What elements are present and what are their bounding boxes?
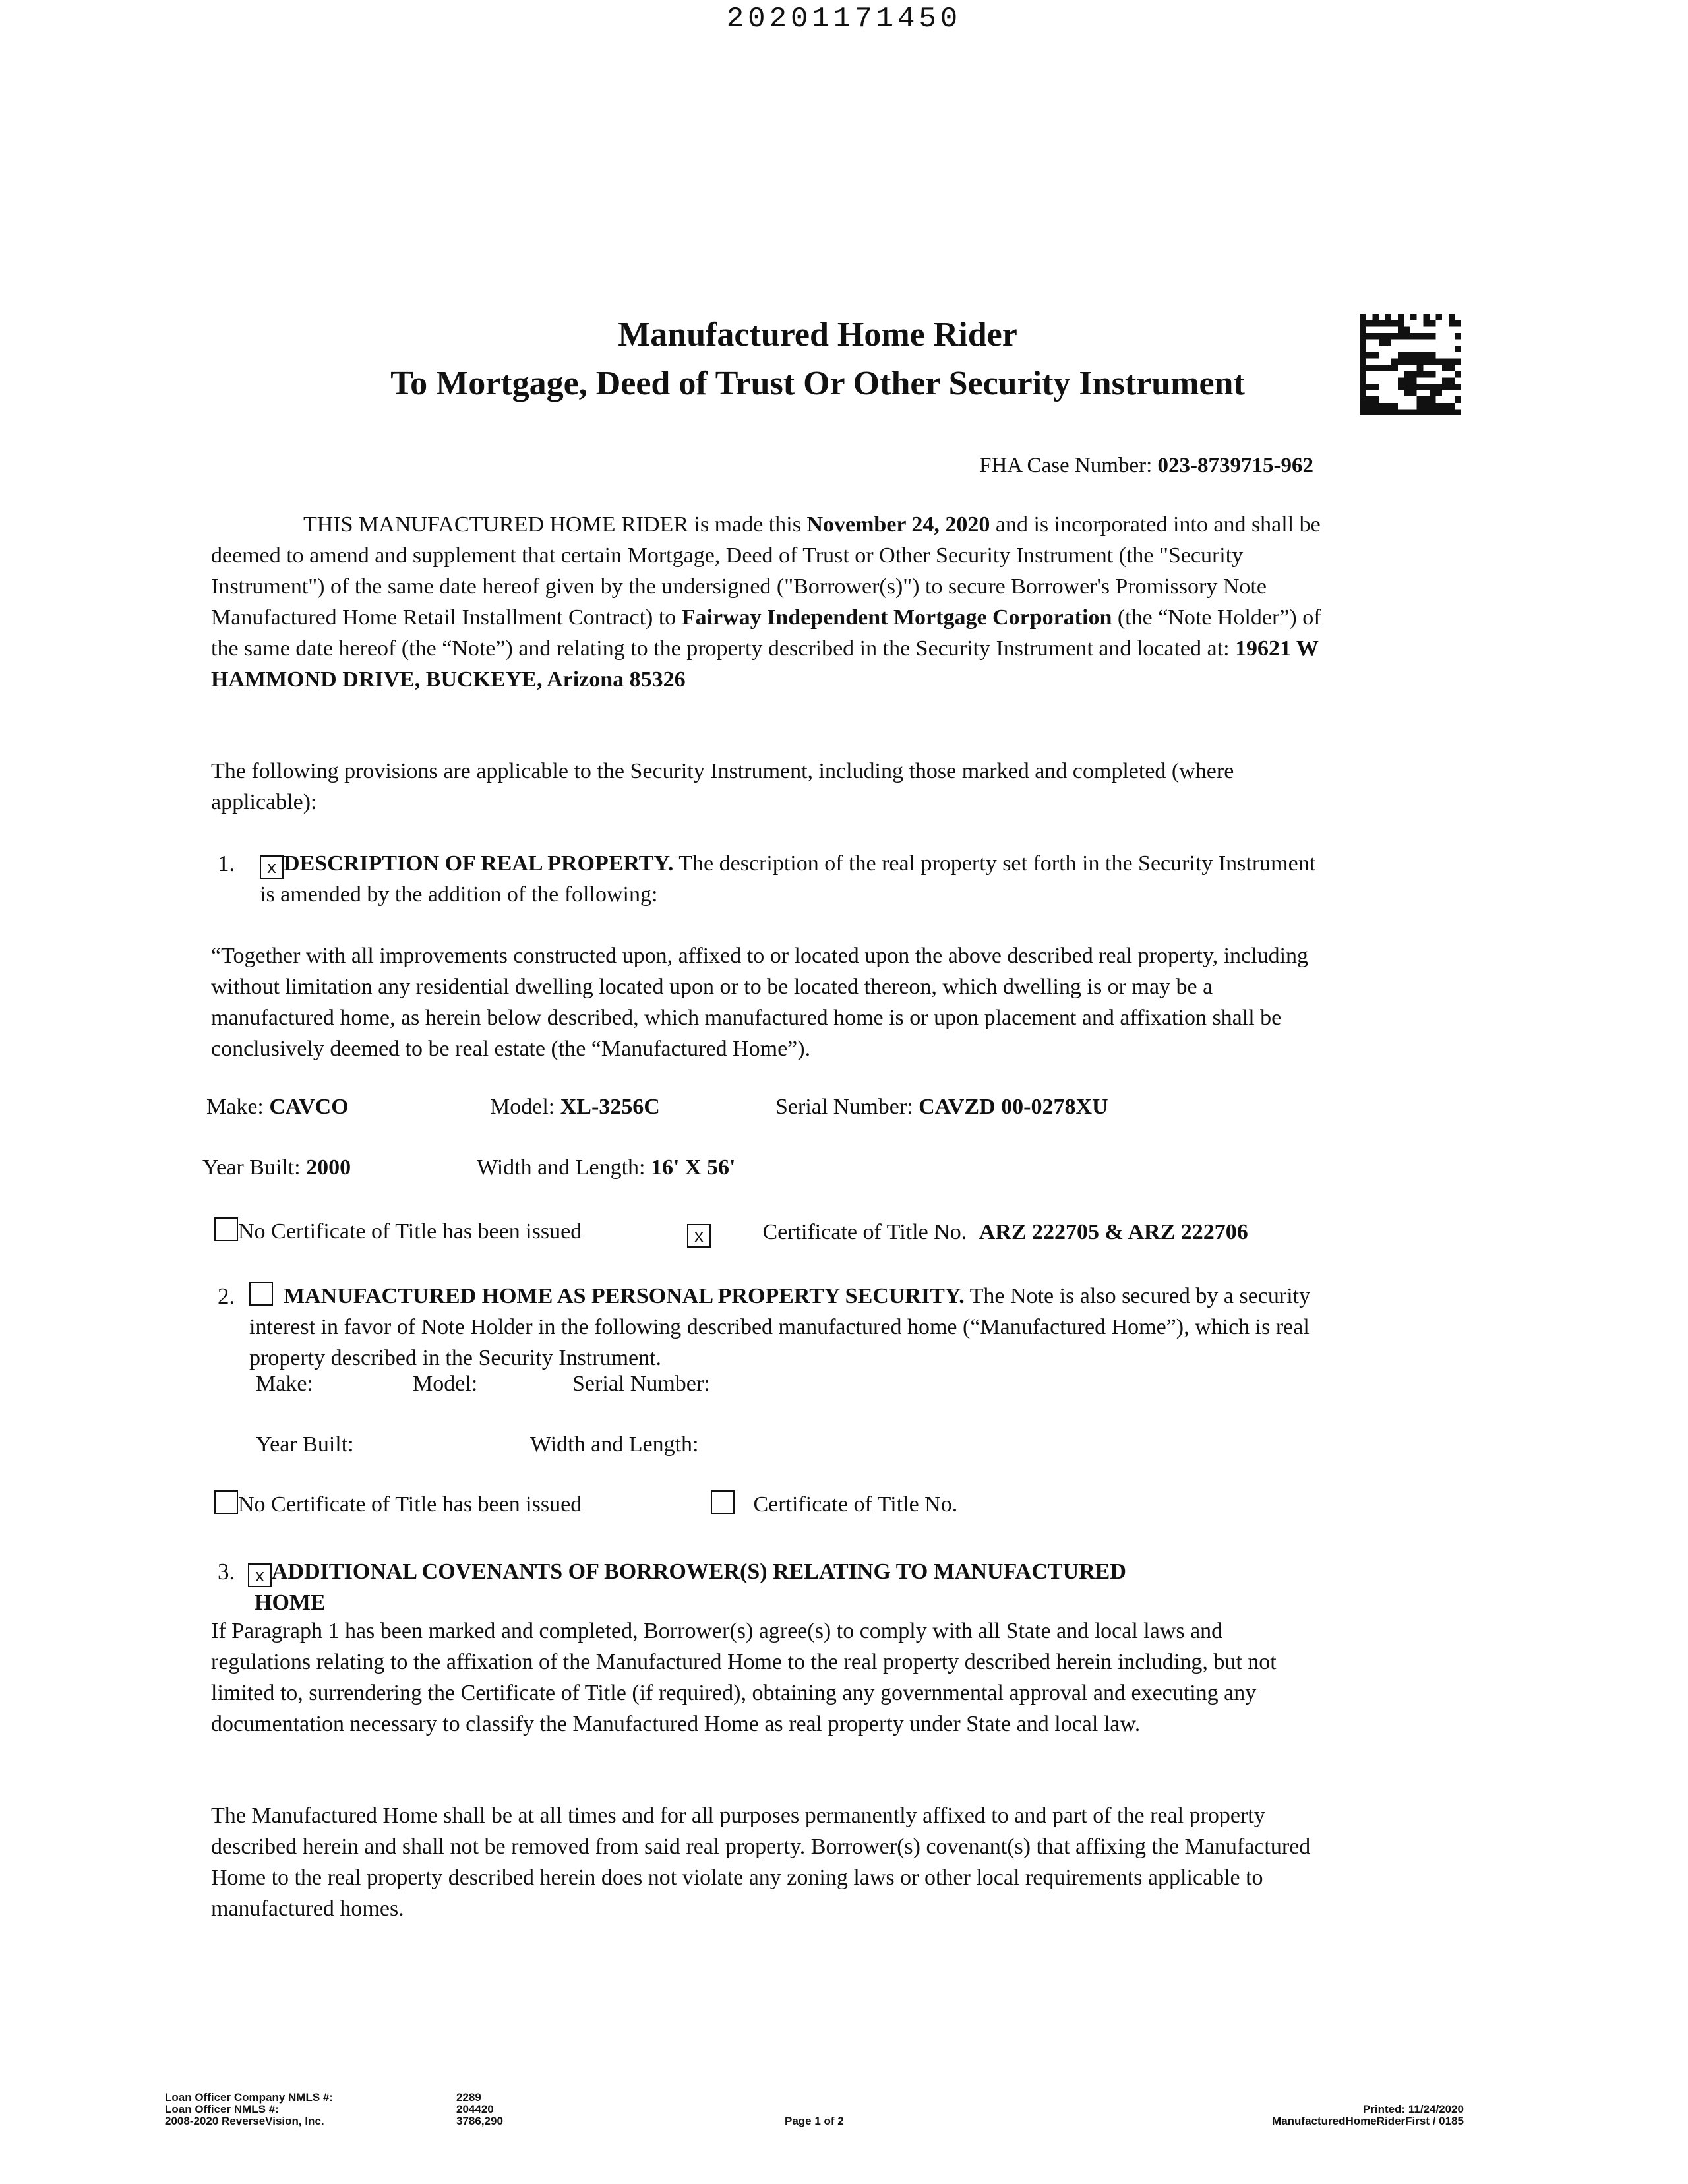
barcode-module — [1360, 377, 1366, 384]
lender-name: Fairway Independent Mortgage Corporation — [681, 605, 1112, 630]
barcode-module — [1430, 390, 1436, 397]
barcode-module — [1366, 403, 1373, 410]
barcode-module — [1417, 396, 1424, 403]
barcode-module — [1379, 340, 1385, 346]
s2-no-certificate-label: No Certificate of Title has been issued — [238, 1492, 582, 1517]
width-length-label: Width and Length: — [477, 1155, 646, 1180]
barcode-module — [1398, 352, 1404, 359]
barcode-module — [1417, 371, 1424, 378]
barcode-module — [1360, 390, 1366, 397]
barcode-module — [1430, 333, 1436, 340]
barcode-module — [1398, 409, 1404, 415]
barcode-module — [1430, 371, 1436, 378]
barcode-module — [1417, 352, 1424, 359]
property-address: 19621 W HAMMOND DRIVE, BUCKEYE, Arizona 85326 — [211, 636, 1319, 692]
barcode-module — [1449, 377, 1455, 384]
section-1 — [218, 848, 1332, 910]
form-id: ManufacturedHomeRiderFirst / 0185 — [1272, 2115, 1464, 2127]
barcode-module — [1455, 384, 1461, 390]
barcode-module — [1449, 409, 1455, 415]
barcode-module — [1423, 333, 1430, 340]
barcode-module — [1372, 384, 1379, 390]
s2-certificate-option — [711, 1490, 957, 1517]
section-3-heading-2: HOME — [255, 1591, 326, 1615]
barcode-module — [1366, 352, 1373, 359]
barcode-module — [1360, 409, 1366, 415]
year-built-field — [202, 1155, 351, 1180]
model-value: XL-3256C — [560, 1095, 660, 1119]
section-1-quote: “Together with all improvements constructed upon, affixed to or located upon the above described real property, including without limitation any residential dwelling located upon or to be located thereon, which dwelling is or may be a manufactured home, as herein below described, which manufactured home is or upon placement and affixation shall be conclusively deemed to be real estate (the “Manufactured Home”). — [211, 944, 1309, 1061]
barcode-module — [1449, 314, 1455, 320]
barcode-module — [1360, 384, 1366, 390]
barcode-module — [1442, 365, 1449, 371]
officer-nmls-label: Loan Officer NMLS #: — [165, 2103, 279, 2115]
barcode-module — [1366, 365, 1373, 371]
no-certificate-checkbox[interactable] — [214, 1217, 238, 1241]
section-3 — [218, 1556, 1339, 1618]
s2-no-certificate-checkbox[interactable] — [214, 1490, 238, 1514]
barcode-module — [1391, 320, 1398, 327]
barcode-module — [1379, 320, 1385, 327]
company-nmls-label: Loan Officer Company NMLS #: — [165, 2091, 334, 2104]
barcode-module — [1366, 409, 1373, 415]
barcode-module — [1372, 333, 1379, 340]
barcode-module — [1410, 314, 1417, 320]
barcode-module — [1391, 403, 1398, 410]
barcode-module — [1410, 384, 1417, 390]
serial-value: CAVZD 00-0278XU — [919, 1095, 1108, 1119]
make-field — [206, 1095, 349, 1120]
barcode-module — [1360, 314, 1366, 320]
barcode-module — [1404, 409, 1410, 415]
section-2-heading: MANUFACTURED HOME AS PERSONAL PROPERTY SECURITY. — [284, 1284, 965, 1308]
barcode-module — [1404, 333, 1410, 340]
barcode-module — [1404, 371, 1410, 378]
certificate-label: Certificate of Title No. — [762, 1220, 967, 1244]
barcode-module — [1455, 333, 1461, 340]
section-3-paragraph-2: The Manufactured Home shall be at all times and for all purposes permanently affixed to and part of the real property described herein and shall not be removed from said real property. Borrower(s) covenant(s) that affixing the Manufactured Home to the real property described herein does not violate any zoning laws or other local requirements applicable to manufactured homes. — [211, 1804, 1311, 1921]
barcode-module — [1442, 377, 1449, 384]
barcode-module — [1449, 320, 1455, 327]
s2-no-certificate-option — [214, 1490, 582, 1517]
intro-text-2: and is incorporated into and shall be deemed to amend and supplement that certain Mortgage, Deed of Trust or Other Security Instrument (the "Security Instrument") of the same date hereof given by the undersigned ("Borrower(s)") to secure Borrower's Promissory Note Manufactured Home Retail Installment Contract) to — [211, 512, 1321, 630]
barcode-module — [1385, 320, 1392, 327]
barcode-module — [1410, 333, 1417, 340]
provisions-text: The following provisions are applicable to the Security Instrument, including those marked and completed (where applicable): — [211, 759, 1234, 814]
serial-field — [775, 1095, 1108, 1120]
barcode-module — [1442, 384, 1449, 390]
section-3-paragraph-1: If Paragraph 1 has been marked and completed, Borrower(s) agree(s) to comply with all State and local laws and regulations relating to the affixation of the Manufactured Home to the real property described herein including, but not limited to, surrendering the Certificate of Title (if required), obtaining any governmental approval and executing any documentation necessary to classify the Manufactured Home as real property under State and local law. — [211, 1619, 1277, 1736]
section-1-checkbox[interactable]: x — [260, 855, 284, 879]
barcode-module — [1423, 371, 1430, 378]
printed-date: Printed: 11/24/2020 — [1362, 2103, 1464, 2115]
barcode-module — [1360, 346, 1366, 352]
barcode-module — [1417, 365, 1424, 371]
barcode-module — [1360, 340, 1366, 346]
barcode-module — [1360, 371, 1366, 378]
barcode-module — [1417, 403, 1424, 410]
s2-make-label: Make: — [256, 1372, 313, 1396]
barcode-module — [1360, 352, 1366, 359]
barcode-module — [1455, 409, 1461, 415]
model-label: Model: — [490, 1095, 555, 1119]
barcode-module — [1449, 403, 1455, 410]
footer-code: 3786,290 — [456, 2115, 503, 2127]
barcode-module — [1430, 320, 1436, 327]
no-certificate-label: No Certificate of Title has been issued — [238, 1219, 582, 1244]
barcode-module — [1379, 365, 1385, 371]
company-nmls-value: 2289 — [456, 2091, 481, 2104]
barcode-module — [1360, 320, 1366, 327]
barcode-module — [1372, 403, 1379, 410]
make-value: CAVCO — [269, 1095, 349, 1119]
barcode-module — [1455, 396, 1461, 403]
barcode-module — [1423, 352, 1430, 359]
barcode-module — [1442, 358, 1449, 365]
serial-label: Serial Number: — [775, 1095, 913, 1119]
page-number: Page 1 of 2 — [785, 2115, 844, 2127]
barcode-module — [1360, 396, 1366, 403]
barcode-module — [1360, 358, 1366, 365]
barcode-module — [1372, 365, 1379, 371]
rider-date: November 24, 2020 — [806, 512, 990, 537]
barcode-module — [1391, 409, 1398, 415]
barcode-module — [1410, 409, 1417, 415]
barcode-module — [1385, 403, 1392, 410]
barcode-module — [1455, 371, 1461, 378]
document-number: 20201171450 — [726, 3, 962, 36]
section-2-number: 2. — [218, 1283, 235, 1309]
footer-right — [1272, 2104, 1464, 2127]
barcode-module — [1398, 320, 1404, 327]
barcode-module — [1404, 377, 1410, 384]
barcode-module — [1379, 333, 1385, 340]
barcode-module — [1423, 409, 1430, 415]
section-1-number: 1. — [218, 851, 235, 876]
s2-serial-label: Serial Number: — [572, 1372, 710, 1396]
barcode-module — [1455, 320, 1461, 327]
barcode-module — [1430, 384, 1436, 390]
certificate-checkbox[interactable]: x — [687, 1224, 711, 1248]
s2-certificate-label: Certificate of Title No. — [753, 1492, 958, 1517]
barcode-module — [1391, 358, 1398, 365]
barcode-module — [1398, 358, 1404, 365]
title-line-1: Manufactured Home Rider — [618, 316, 1017, 353]
barcode-module — [1436, 314, 1443, 320]
section-1-text: The description of the real property set forth in the Security Instrument is amended by the addition of the following: — [260, 851, 1316, 907]
make-label: Make: — [206, 1095, 264, 1119]
barcode-module — [1430, 396, 1436, 403]
barcode-module — [1379, 409, 1385, 415]
barcode-module — [1372, 320, 1379, 327]
barcode-module — [1423, 396, 1430, 403]
section-2-text: The Note is also secured by a security interest in favor of Note Holder in the following described manufactured home (“Manufactured Home”), which is real property described in the Security Instrument. — [249, 1284, 1311, 1370]
barcode-module — [1404, 326, 1410, 333]
barcode-module — [1417, 358, 1424, 365]
barcode-module — [1360, 365, 1366, 371]
barcode-module — [1436, 384, 1443, 390]
fha-label: FHA Case Number: — [979, 454, 1153, 477]
barcode-module — [1372, 314, 1379, 320]
barcode-module — [1430, 403, 1436, 410]
barcode-module — [1436, 403, 1443, 410]
s2-model-label: Model: — [413, 1372, 478, 1396]
barcode-module — [1366, 333, 1373, 340]
section-3-heading-1: ADDITIONAL COVENANTS OF BORROWER(S) RELATING TO MANUFACTURED — [272, 1560, 1126, 1584]
barcode-module — [1449, 365, 1455, 371]
barcode-module — [1417, 409, 1424, 415]
certificate-value: ARZ 222705 & ARZ 222706 — [979, 1220, 1248, 1244]
barcode-module — [1385, 340, 1392, 346]
copyright: 2008-2020 ReverseVision, Inc. — [165, 2115, 324, 2127]
barcode-module — [1436, 390, 1443, 397]
barcode-module — [1398, 333, 1404, 340]
barcode-module — [1423, 403, 1430, 410]
barcode-module — [1372, 409, 1379, 415]
barcode-module — [1379, 403, 1385, 410]
barcode-module — [1366, 384, 1373, 390]
section-3-checkbox[interactable]: x — [248, 1563, 272, 1587]
barcode-module — [1449, 384, 1455, 390]
barcode-module — [1366, 396, 1373, 403]
barcode-module — [1398, 377, 1404, 384]
fha-case-number — [979, 454, 1313, 478]
section-1-heading: DESCRIPTION OF REAL PROPERTY. — [284, 851, 674, 876]
barcode-module — [1417, 333, 1424, 340]
barcode-module — [1410, 371, 1417, 378]
section-2 — [218, 1281, 1339, 1374]
width-length-value: 16' X 56' — [650, 1155, 736, 1180]
width-length-field — [477, 1155, 735, 1180]
s2-certificate-checkbox[interactable] — [711, 1490, 735, 1514]
barcode-module — [1423, 314, 1430, 320]
barcode-module — [1436, 409, 1443, 415]
barcode-module — [1391, 365, 1398, 371]
barcode-module — [1410, 377, 1417, 384]
s2-size-label: Width and Length: — [530, 1432, 699, 1457]
officer-nmls-value: 204420 — [456, 2103, 494, 2115]
intro-text-3: (the “Note Holder”) of the same date hereof (the “Note”) and relating to the property described in the Security Instrument and located at: — [211, 605, 1321, 661]
barcode-module — [1423, 384, 1430, 390]
footer-labels — [165, 2092, 333, 2127]
barcode-module — [1404, 352, 1410, 359]
section-2-checkbox[interactable] — [249, 1282, 273, 1306]
datamatrix-barcode-icon — [1360, 314, 1461, 415]
barcode-module — [1404, 358, 1410, 365]
barcode-module — [1442, 409, 1449, 415]
barcode-module — [1360, 333, 1366, 340]
barcode-module — [1372, 396, 1379, 403]
barcode-module — [1410, 390, 1417, 397]
barcode-module — [1442, 403, 1449, 410]
s2-year-label: Year Built: — [256, 1432, 354, 1457]
barcode-module — [1398, 314, 1404, 320]
barcode-module — [1410, 352, 1417, 359]
intro-paragraph — [211, 509, 1325, 695]
barcode-module — [1404, 390, 1410, 397]
footer-values — [456, 2092, 503, 2127]
barcode-module — [1391, 333, 1398, 340]
barcode-module — [1430, 352, 1436, 359]
no-certificate-option — [214, 1217, 582, 1244]
barcode-module — [1410, 358, 1417, 365]
barcode-module — [1455, 346, 1461, 352]
section-3-number: 3. — [218, 1559, 235, 1585]
barcode-module — [1366, 320, 1373, 327]
barcode-module — [1404, 384, 1410, 390]
intro-text-1: THIS MANUFACTURED HOME RIDER is made this — [303, 512, 807, 537]
barcode-module — [1449, 358, 1455, 365]
year-built-value: 2000 — [306, 1155, 351, 1180]
barcode-module — [1385, 333, 1392, 340]
title-line-2: To Mortgage, Deed of Trust Or Other Security Instrument — [390, 365, 1245, 402]
barcode-module — [1360, 326, 1366, 333]
barcode-module — [1430, 409, 1436, 415]
barcode-module — [1455, 358, 1461, 365]
barcode-module — [1385, 314, 1392, 320]
barcode-module — [1417, 384, 1424, 390]
year-built-label: Year Built: — [202, 1155, 301, 1180]
barcode-module — [1398, 326, 1404, 333]
barcode-module — [1436, 358, 1443, 365]
barcode-module — [1385, 409, 1392, 415]
barcode-module — [1423, 358, 1430, 365]
barcode-module — [1423, 320, 1430, 327]
barcode-module — [1430, 358, 1436, 365]
fha-value: 023-8739715-962 — [1157, 454, 1313, 477]
barcode-module — [1372, 352, 1379, 359]
barcode-module — [1360, 403, 1366, 410]
barcode-module — [1385, 365, 1392, 371]
model-field — [490, 1095, 660, 1120]
barcode-module — [1398, 384, 1404, 390]
certificate-option — [687, 1220, 1248, 1248]
